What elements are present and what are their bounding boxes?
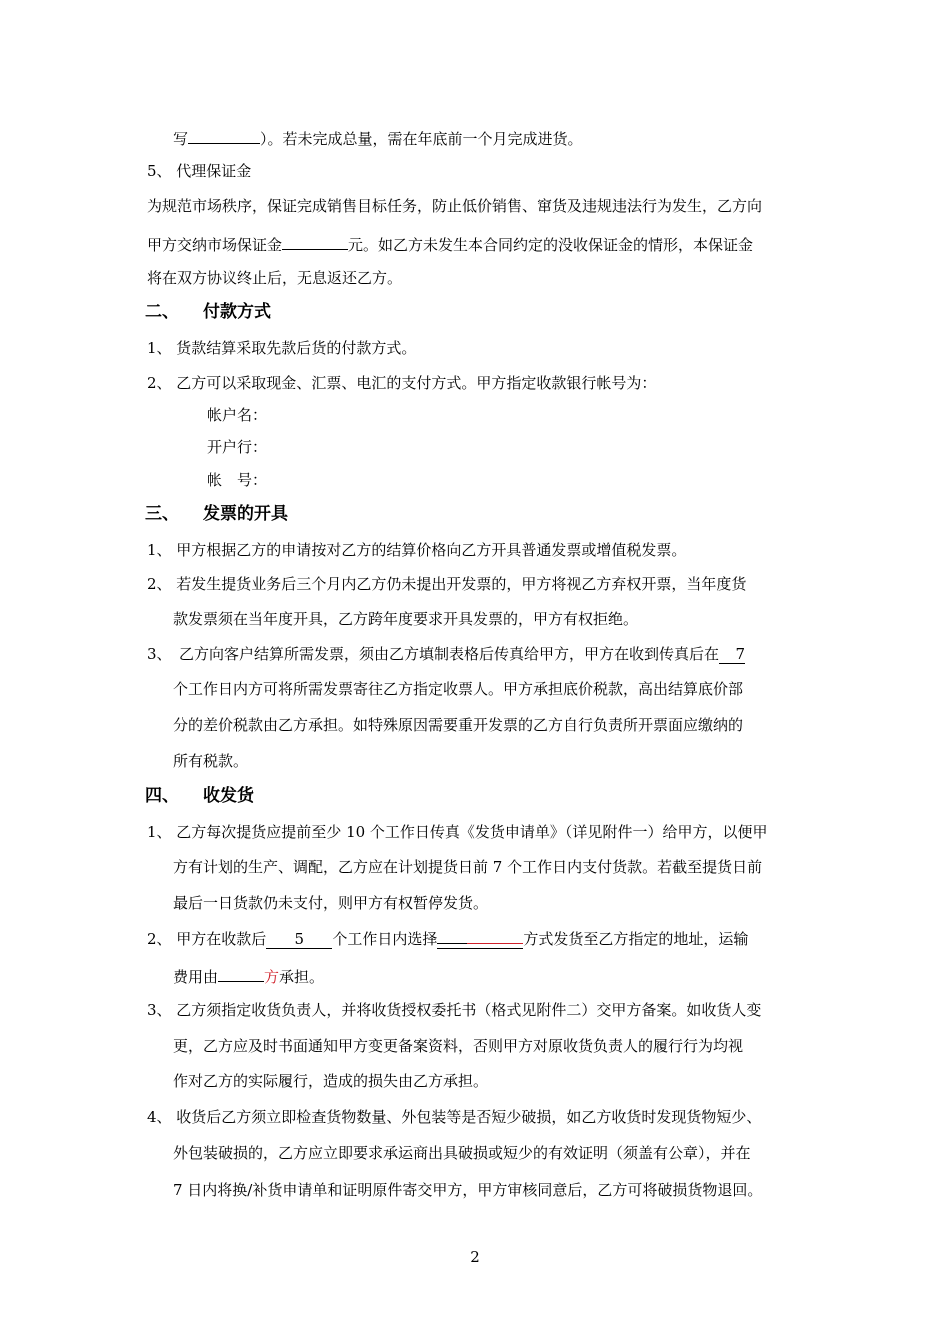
section-title: 发票的开具	[203, 504, 288, 524]
text-segment: ）。若未完成总量，需在年底前一个月完成进货。	[260, 130, 583, 148]
list-item-continuation: 所有税款。	[173, 752, 249, 770]
list-item	[147, 929, 748, 949]
list-item-continuation: 方有计划的生产、调配，乙方应在计划提货日前 7 个工作日内支付货款。若截至提货日前	[173, 858, 763, 876]
text-segment: 甲方交纳市场保证金	[147, 236, 283, 254]
list-item-continuation: 外包装破损的，乙方应立即要求承运商出具破损或短少的有效证明（须盖有公章），并在	[173, 1144, 751, 1162]
text-segment: 写	[173, 130, 189, 148]
section-title: 收发货	[203, 786, 254, 806]
text-segment: 个工作日内选择	[332, 930, 438, 948]
paragraph-line	[147, 232, 753, 255]
text-segment: 费用由	[173, 968, 219, 986]
list-item: 3、 乙方须指定收货负责人，并将收货授权委托书（格式见附件二）交甲方备案。如收货人变	[147, 1001, 762, 1019]
list-item-continuation: 更，乙方应及时书面通知甲方变更备案资料，否则甲方对原收货负责人的履行行为均视	[173, 1037, 744, 1055]
section-number: 四、	[145, 786, 179, 806]
list-item-continuation: 最后一日货款仍未支付，则甲方有权暂停发货。	[173, 894, 489, 912]
text-segment: 元。如乙方未发生本合同约定的没收保证金的情形，本保证金	[348, 236, 754, 254]
account-number-label: 帐 号：	[207, 471, 268, 489]
shipping-days-blank: 5	[266, 931, 332, 949]
section-heading-shipping	[145, 785, 254, 807]
list-item-continuation: 作对乙方的实际履行，造成的损失由乙方承担。	[173, 1072, 489, 1090]
list-item: 1、 甲方根据乙方的申请按对乙方的结算价格向乙方开具普通发票或增值税发票。	[147, 541, 687, 559]
freight-party-text: 方	[264, 968, 280, 986]
list-item-continuation	[173, 964, 324, 987]
page-number: 2	[470, 1248, 480, 1266]
invoice-days-blank: 7	[719, 646, 745, 664]
section-heading-invoice	[145, 503, 288, 525]
section-number: 二、	[145, 302, 179, 322]
text-segment: 2、 甲方在收款后	[147, 930, 267, 948]
list-item-continuation: 7 日内将换/补货申请单和证明原件寄交甲方，甲方审核同意后，乙方可将破损货物退回。	[173, 1181, 763, 1199]
section-title: 付款方式	[203, 302, 271, 322]
paragraph-line: 为规范市场秩序，保证完成销售目标任务，防止低价销售、窜货及违规违法行为发生，乙方向	[147, 197, 763, 215]
list-item: 2、 若发生提货业务后三个月内乙方仍未提出开发票的，甲方将视乙方弃权开票，当年度货	[147, 575, 747, 593]
text-segment: 承担。	[279, 968, 325, 986]
freight-party-blank	[218, 964, 264, 982]
list-item-continuation: 分的差价税款由乙方承担。如特殊原因需要重开发票的乙方自行负责所开票面应缴纳的	[173, 716, 744, 734]
continuation-line	[173, 126, 583, 149]
list-item-continuation: 个工作日内方可将所需发票寄往乙方指定收票人。甲方承担底价税款，高出结算底价部	[173, 680, 744, 698]
item-5-heading: 5、 代理保证金	[147, 162, 252, 180]
bank-label: 开户行：	[207, 438, 268, 456]
text-segment: 方式发货至乙方指定的地址，运输	[523, 930, 749, 948]
list-item: 2、 乙方可以采取现金、汇票、电汇的支付方式。甲方指定收款银行帐号为：	[147, 374, 657, 392]
text-segment: 3、 乙方向客户结算所需发票，须由乙方填制表格后传真给甲方，甲方在收到传真后在	[147, 645, 720, 663]
list-item-continuation: 款发票须在当年度开具，乙方跨年度要求开具发票的，甲方有权拒绝。	[173, 610, 639, 628]
account-name-label: 帐户名：	[207, 406, 268, 424]
list-item	[147, 644, 745, 664]
section-heading-payment	[145, 301, 271, 323]
list-item: 1、 货款结算采取先款后货的付款方式。	[147, 339, 417, 357]
list-item: 4、 收货后乙方须立即检查货物数量、外包装等是否短少破损，如乙方收货时发现货物短少、	[147, 1108, 762, 1126]
section-number: 三、	[145, 504, 179, 524]
deposit-amount-blank	[282, 232, 348, 250]
paragraph-line: 将在双方协议终止后，无息返还乙方。	[147, 269, 403, 287]
list-item: 1、 乙方每次提货应提前至少 10 个工作日传真《发货申请单》（详见附件一）给甲方，以便甲	[147, 823, 768, 841]
blank-field	[188, 126, 260, 144]
shipping-method-blank	[437, 931, 523, 949]
